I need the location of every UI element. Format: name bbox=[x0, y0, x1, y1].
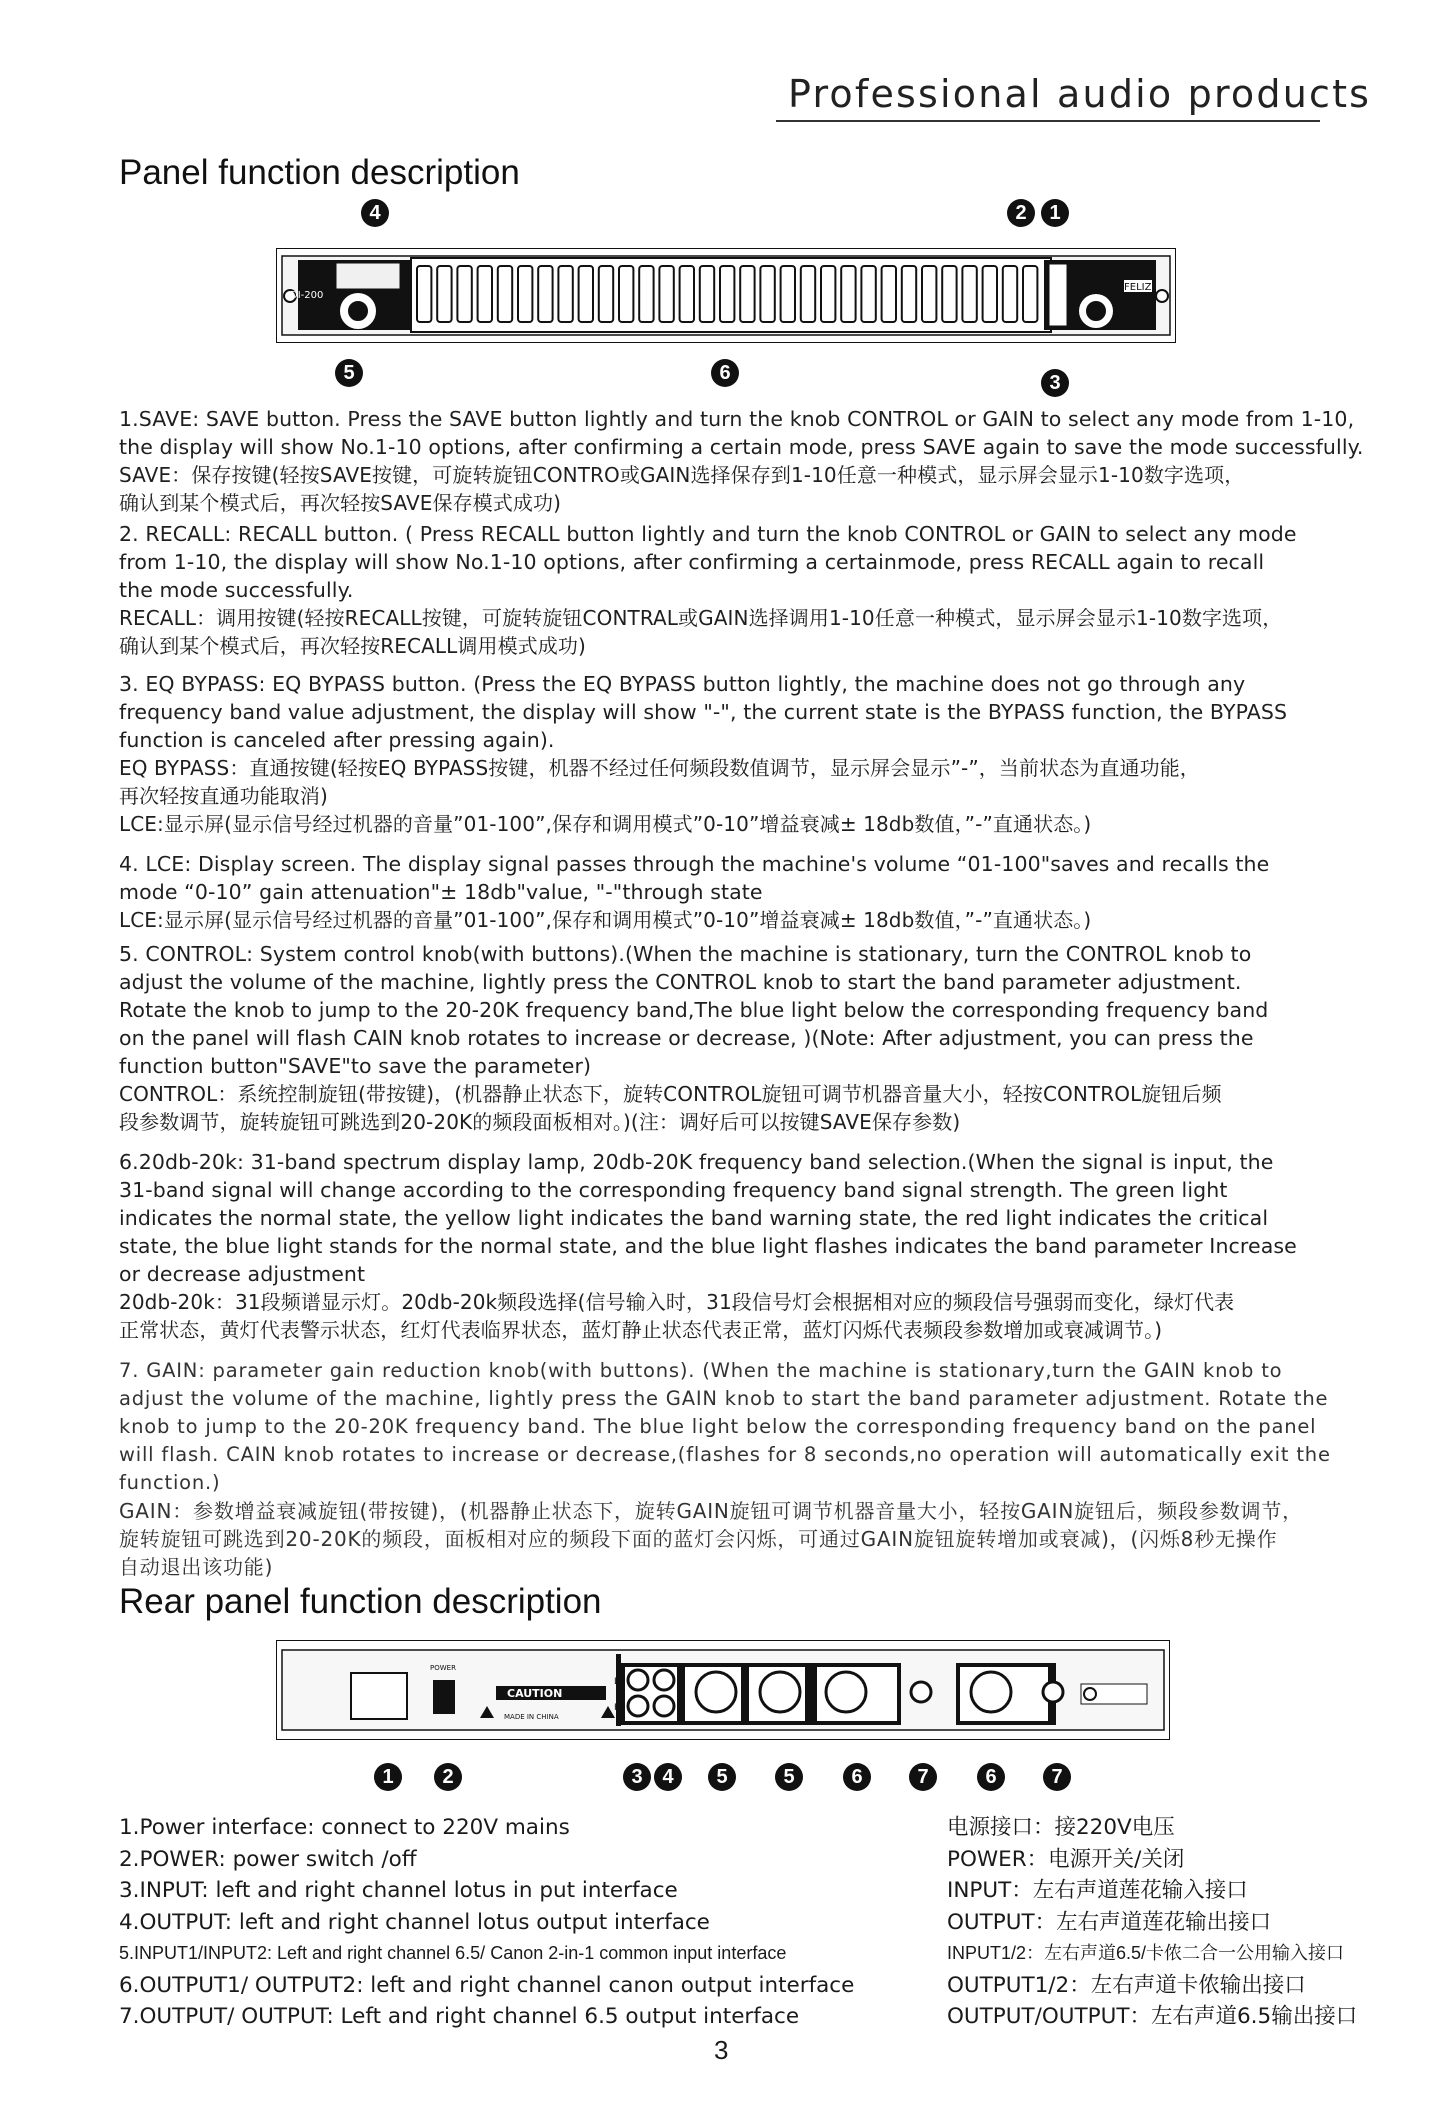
eq-fader-slot bbox=[902, 266, 916, 322]
para-control-zh: CONTROL：系统控制旋钮(带按键)，(机器静止状态下，旋转CONTROL旋钮可调节机器音量大小，轻按CONTROL旋钮后频 段参数调节，旋转旋钮可跳选到20-20K的频段面板相对。)(注：调好后可以按键SAVE保存参数) bbox=[119, 1082, 1222, 1134]
rear-items-zh bbox=[947, 1812, 1357, 2033]
rear-port-l: L bbox=[614, 1677, 620, 1687]
para-lce-zh: LCE:显示屏(显示信号经过机器的音量”01-100”,保存和调用模式”0-10”增益衰减± 18db数值，”-”直通状态。) bbox=[119, 908, 1092, 932]
rear-item-en: 4.OUTPUT: left and right channel lotus output interface bbox=[119, 1909, 710, 1935]
rear-item-en: 6.OUTPUT1/ OUTPUT2: left and right channel canon output interface bbox=[119, 1972, 855, 1998]
eq-fader-slot bbox=[437, 266, 451, 322]
header-rule bbox=[776, 120, 1320, 122]
para-gain-en: 7. GAIN: parameter gain reduction knob(with buttons). (When the machine is stationary,turn the GAIN knob to adjust the volume of the machine, lightly press the GAIN knob to start the band parameter adjustment. Rotate the knob to jump to the 20-20K frequency band. The blue light below the corresponding frequency band on the panel will flash. CAIN knob rotates to increase or decrease,(flashes for 8 seconds,no operation will automatically exit the function.) bbox=[119, 1359, 1331, 1494]
eq-fader-slot bbox=[659, 266, 673, 322]
rear-callout-6b: 6 bbox=[977, 1763, 1005, 1791]
callout-6: 6 bbox=[711, 359, 739, 387]
eq-fader-slot bbox=[801, 266, 815, 322]
rear-callout-5a: 5 bbox=[708, 1763, 736, 1791]
para-spectrum-en: 6.20db-20k: 31-band spectrum display lamp, 20db-20K frequency band selection.(When the signal is input, the 31-band signal will change according to the corresponding frequency band signal strength. The green light indicates the normal state, the yellow light indicates the band warning state, the red light indicates the critical state, the blue light stands for the normal state, and the blue light flashes indicates the band parameter Increase or decrease adjustment bbox=[119, 1150, 1297, 1286]
rear-callout-1: 1 bbox=[374, 1763, 402, 1791]
callout-4: 4 bbox=[361, 199, 389, 227]
rear-callout-7a: 7 bbox=[909, 1763, 937, 1791]
rear-item-zh: OUTPUT1/2：左右声道卡侬输出接口 bbox=[947, 1972, 1306, 1998]
eq-fader-slot bbox=[760, 266, 774, 322]
rear-item-en: 1.Power interface: connect to 220V mains bbox=[119, 1815, 570, 1840]
eq-fader-slot bbox=[417, 266, 431, 322]
eq-fader-slot bbox=[841, 266, 855, 322]
eq-fader-slot bbox=[1003, 266, 1017, 322]
rear-callout-5b: 5 bbox=[775, 1763, 803, 1791]
eq-fader-slot bbox=[680, 266, 694, 322]
rear-callout-6a: 6 bbox=[843, 1763, 871, 1791]
eq-fader-slot bbox=[922, 266, 936, 322]
front-panel-image bbox=[276, 248, 1176, 343]
para-recall-en: 2. RECALL: RECALL button. ( Press RECALL button lightly and turn the knob CONTROL or GAIN to select any mode from 1-10, the display will show No.1-10 options, after confirming a certainmode, press RECALL again to recall the mode successfully. bbox=[119, 522, 1297, 602]
rear-item-zh: INPUT：左右声道莲花输入接口 bbox=[947, 1878, 1248, 1903]
callout-3: 3 bbox=[1041, 369, 1069, 397]
eq-fader-slot bbox=[579, 266, 593, 322]
para-spectrum bbox=[119, 1148, 1369, 1344]
para-save-zh: SAVE：保存按键(轻按SAVE按键，可旋转旋钮CONTRO或GAIN选择保存到1-10任意一种模式，显示屏会显示1-10数字选项， 确认到某个模式后，再次轻按SAVE保存模式成功) bbox=[119, 463, 1245, 515]
rear-item-zh: INPUT1/2：左右声道6.5/卡侬二合一公用输入接口 bbox=[947, 1943, 1345, 1963]
eq-fader-slot bbox=[942, 266, 956, 322]
rear-callout-4: 4 bbox=[654, 1763, 682, 1791]
rear-items-en bbox=[119, 1812, 854, 2033]
eq-fader-slot bbox=[478, 266, 492, 322]
rear-item-en: 7.OUTPUT/ OUTPUT: Left and right channel 6.5 output interface bbox=[119, 2004, 800, 2029]
rear-made-in: MADE IN CHINA bbox=[504, 1713, 559, 1721]
para-gain-zh: GAIN：参数增益衰减旋钮(带按键)，(机器静止状态下，旋转GAIN旋钮可调节机器音量大小，轻按GAIN旋钮后，频段参数调节， 旋转旋钮可跳选到20-20K的频段，面板相对应的频段下面的蓝灯会闪烁，可通过GAIN旋钮旋转增加或衰减)，(闪烁8秒无操作 自动退出该功能) bbox=[119, 1499, 1303, 1579]
rear-item-en: 2.POWER: power switch /off bbox=[119, 1846, 417, 1872]
front-panel-brand: FELIZ bbox=[1124, 282, 1152, 293]
rear-item-zh: OUTPUT：左右声道莲花输出接口 bbox=[947, 1909, 1272, 1935]
para-eq-bypass-zh: EQ BYPASS：直通按键(轻按EQ BYPASS按键，机器不经过任何频段数值调节，显示屏会显示”-”，当前状态为直通功能， 再次轻按直通功能取消) LCE:显示屏(显示信号经过机器的音量”01-100”,保存和调用模式”0-10”增益衰减± 18db数值，”-”直通状态。) bbox=[119, 756, 1200, 836]
front-section-title: Panel function description bbox=[119, 153, 520, 192]
rear-power-label: POWER bbox=[430, 1664, 456, 1672]
eq-fader-slot bbox=[538, 266, 552, 322]
rear-caution-title: CAUTION bbox=[507, 1687, 563, 1700]
rear-section-title: Rear panel function description bbox=[119, 1582, 602, 1621]
para-eq-bypass bbox=[119, 670, 1369, 838]
eq-fader-slot bbox=[498, 266, 512, 322]
eq-fader-slot bbox=[983, 266, 997, 322]
para-gain bbox=[119, 1357, 1369, 1581]
eq-fader-slot bbox=[861, 266, 875, 322]
page-number: 3 bbox=[714, 2035, 729, 2065]
rear-item-zh: OUTPUT/OUTPUT：左右声道6.5输出接口 bbox=[947, 2004, 1358, 2029]
front-panel-model: DI-200 bbox=[290, 290, 324, 301]
para-spectrum-zh: 20db-20k：31段频谱显示灯。20db-20k频段选择(信号输入时，31段信号灯会根据相对应的频段信号强弱而变化，绿灯代表 正常状态，黄灯代表警示状态，红灯代表临界状态，蓝灯静止状态代表正常，蓝灯闪烁代表频段参数增加或衰减调节。) bbox=[119, 1290, 1235, 1342]
para-lce-en: 4. LCE: Display screen. The display signal passes through the machine's volume “01-100"saves and recalls the mode “0-10” gain attenuation"± 18db"value, "-"through state bbox=[119, 852, 1270, 904]
para-control bbox=[119, 940, 1369, 1136]
eq-fader-slot bbox=[962, 266, 976, 322]
header-brand-line: Professional audio products bbox=[788, 72, 1372, 116]
callout-2: 2 bbox=[1007, 199, 1035, 227]
para-lce bbox=[119, 850, 1369, 934]
eq-fader-slot bbox=[599, 266, 613, 322]
eq-fader-slot bbox=[1023, 266, 1037, 322]
eq-fader-slot bbox=[700, 266, 714, 322]
rear-callout-3: 3 bbox=[623, 1763, 651, 1791]
rear-item-zh: POWER：电源开关/关闭 bbox=[947, 1846, 1185, 1872]
eq-fader-slot bbox=[882, 266, 896, 322]
callout-1: 1 bbox=[1041, 199, 1069, 227]
para-recall-zh: RECALL：调用按键(轻按RECALL按键，可旋转旋钮CONTRAL或GAIN选择调用1-10任意一种模式，显示屏会显示1-10数字选项， 确认到某个模式后，再次轻按RECALL调用模式成功) bbox=[119, 606, 1283, 658]
eq-fader-slot bbox=[740, 266, 754, 322]
rear-item-en: 3.INPUT: left and right channel lotus in put interface bbox=[119, 1878, 678, 1903]
rear-port-r: R bbox=[614, 1703, 621, 1713]
para-save bbox=[119, 405, 1369, 517]
eq-fader-slot bbox=[821, 266, 835, 322]
para-save-en: 1.SAVE: SAVE button. Press the SAVE button lightly and turn the knob CONTROL or GAIN to select any mode from 1-10, the display will show No.1-10 options, after confirming a certain mode, press SAVE again to save the mode successfully. bbox=[119, 407, 1364, 459]
rear-panel-image bbox=[276, 1640, 1170, 1740]
para-eq-bypass-en: 3. EQ BYPASS: EQ BYPASS button. (Press the EQ BYPASS button lightly, the machine does not go through any frequency band value adjustment, the display will show "-", the current state is the BYPASS function, the BYPASS function is canceled after pressing again). bbox=[119, 672, 1288, 752]
rear-item-zh: 电源接口：接220V电压 bbox=[947, 1815, 1175, 1840]
rear-callout-2: 2 bbox=[434, 1763, 462, 1791]
eq-fader-slot bbox=[639, 266, 653, 322]
callout-5: 5 bbox=[335, 359, 363, 387]
eq-fader-slot bbox=[518, 266, 532, 322]
eq-fader-slot bbox=[619, 266, 633, 322]
eq-fader-slot bbox=[457, 266, 471, 322]
para-recall bbox=[119, 520, 1369, 660]
rear-item-en: 5.INPUT1/INPUT2: Left and right channel 6.5/ Canon 2-in-1 common input interface bbox=[119, 1943, 787, 1963]
eq-fader-slot bbox=[720, 266, 734, 322]
eq-fader-slot bbox=[558, 266, 572, 322]
para-control-en: 5. CONTROL: System control knob(with buttons).(When the machine is stationary, turn the CONTROL knob to adjust the volume of the machine, lightly press the CONTROL knob to start the band parameter adjustment. Rotate the knob to jump to the 20-20K frequency band,The blue light below the corresponding frequency band on the panel will flash CAIN knob rotates to increase or decrease, )(Note: After adjustment, you can press the function button"SAVE"to save the parameter) bbox=[119, 942, 1269, 1078]
eq-fader-slot bbox=[781, 266, 795, 322]
rear-callout-7b: 7 bbox=[1043, 1763, 1071, 1791]
